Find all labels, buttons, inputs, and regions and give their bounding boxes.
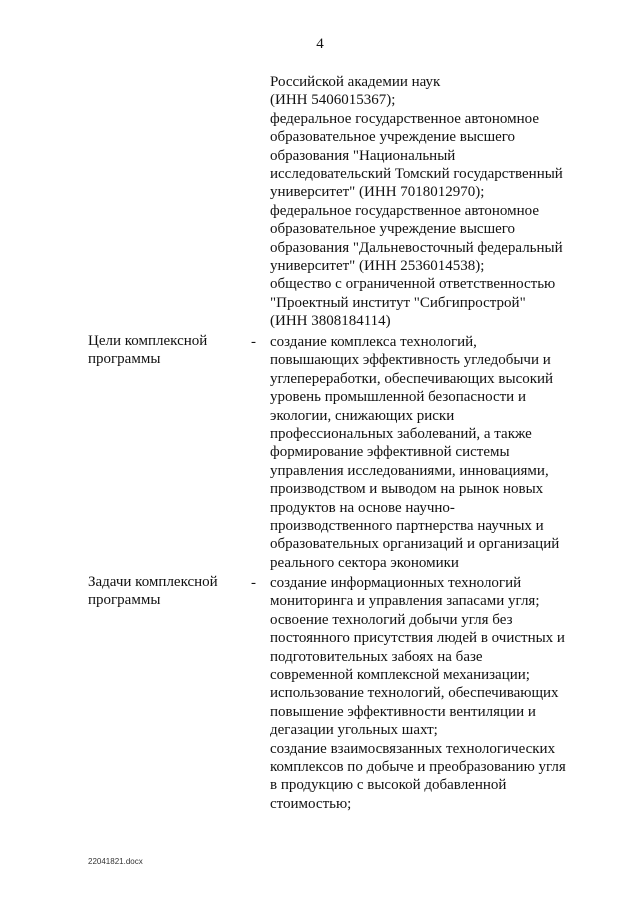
tasks-line: создание взаимосвязанных технологических [270,740,556,757]
intro-line: Российской академии наук [270,74,441,90]
intro-line: образовательное учреждение высшего [270,129,516,146]
intro-line: федеральное государственное автономное [270,110,539,127]
page-number: 4 [316,36,324,52]
goals-line: профессиональных заболеваний, а также [270,425,532,442]
goals-line: создание комплекса технологий, [270,334,477,350]
intro-line: общество с ограниченной ответственностью [270,276,556,293]
intro-text [270,73,600,330]
tasks-line: мониторинга и управления запасами угля; [270,593,540,610]
goals-text [270,333,600,572]
goals-line: производством и выводом на рынок новых [270,481,544,498]
intro-line: университет" (ИНН 2536014538); [270,257,485,274]
intro-line: (ИНН 5406015367); [270,92,396,109]
tasks-dash: - [251,575,256,591]
intro-line: образования "Дальневосточный федеральный [270,239,563,256]
goals-line: уровень промышленной безопасности и [270,389,526,406]
intro-line: федеральное государственное автономное [270,202,539,219]
intro-line: университет" (ИНН 7018012970); [270,184,485,201]
goals-line: экологии, снижающих риски [270,407,455,424]
tasks-label [88,574,248,609]
goals-line: продуктов на основе научно- [270,499,455,516]
tasks-line: современной комплексной механизации; [270,666,530,683]
tasks-line: освоение технологий добычи угля без [270,611,513,628]
intro-line: (ИНН 3808184114) [270,313,391,330]
tasks-label-line: программы [88,591,161,608]
goals-line: реального сектора экономики [270,554,459,571]
tasks-line: комплексов по добыче и преобразованию угля [270,758,566,775]
goals-label [88,333,248,368]
tasks-line: использование технологий, обеспечивающих [270,685,559,702]
goals-line: управления исследованиями, инновациями, [270,462,549,479]
tasks-line: подготовительных забоях на базе [270,648,483,665]
goals-line: образовательных организаций и организаций [270,536,560,553]
goals-line: углепереработки, обеспечивающих высокий [270,370,554,387]
tasks-line: постоянного присутствия людей в очистных и [270,630,565,647]
intro-line: образования "Национальный [270,147,456,164]
goals-label-line: программы [88,350,161,367]
goals-line: формирование эффективной системы [270,444,510,461]
intro-line: образовательное учреждение высшего [270,221,516,238]
goals-label-line: Цели комплексной [88,333,208,349]
intro-line: исследовательский Томский государственный [270,165,563,182]
document-filename: 22041821.docx [88,857,143,866]
intro-line: "Проектный институт "Сибгипрострой" [270,294,526,311]
goals-line: повышающих эффективность угледобычи и [270,352,551,369]
tasks-line: дегазации угольных шахт; [270,722,438,739]
tasks-text [270,574,600,813]
goals-line: производственного партнерства научных и [270,517,544,534]
tasks-label-line: Задачи комплексной [88,574,218,590]
tasks-line: в продукцию с высокой добавленной [270,777,507,794]
tasks-line: стоимостью; [270,795,352,812]
tasks-line: повышение эффективности вентиляции и [270,703,536,720]
tasks-line: создание информационных технологий [270,575,522,591]
goals-dash: - [251,334,256,350]
